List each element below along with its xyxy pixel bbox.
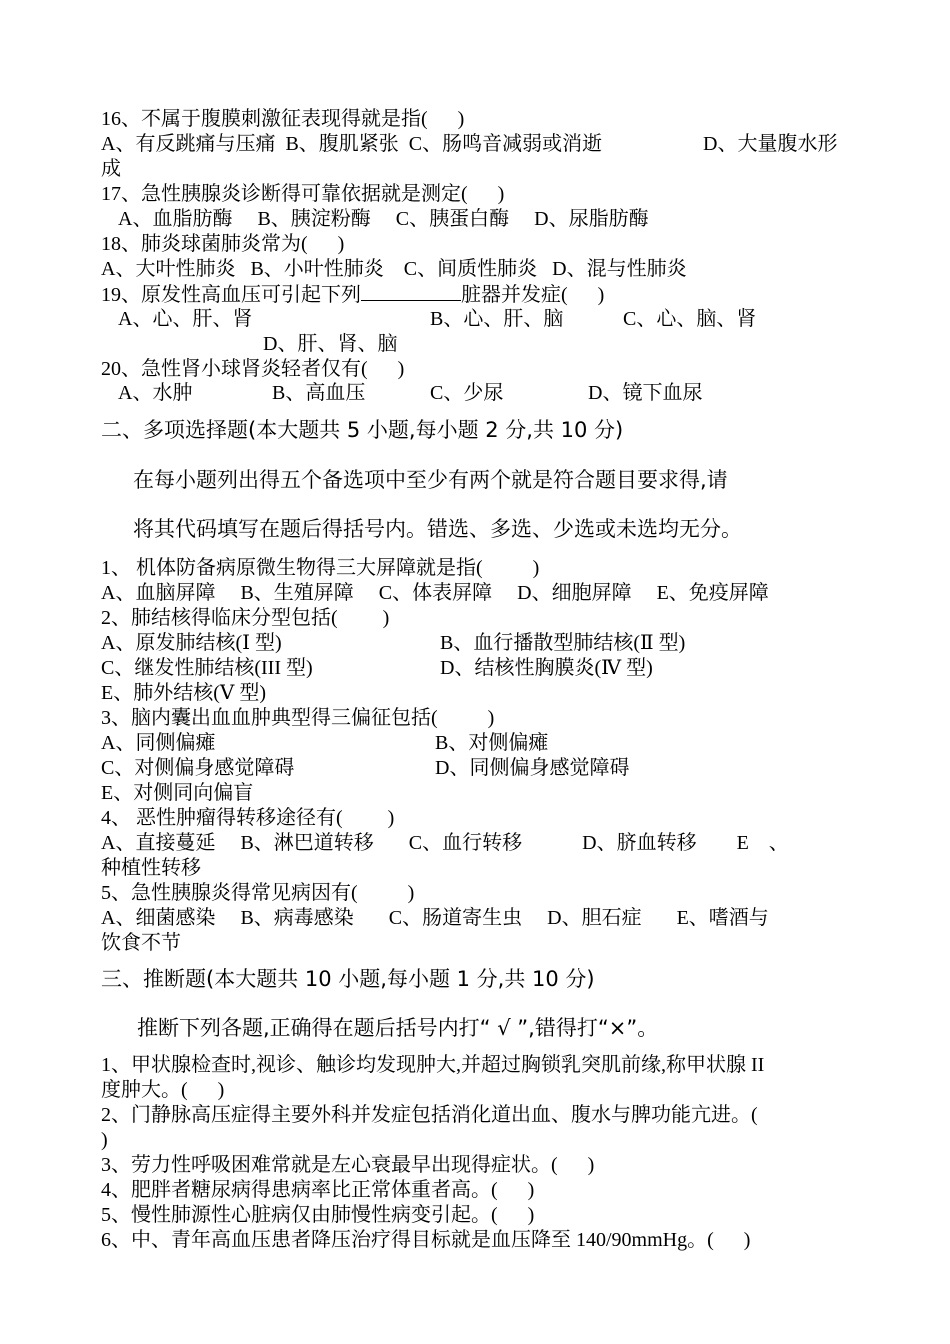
tf-4: 4、肥胖者糖尿病得患病率比正常体重者高。( ) [101, 1179, 535, 1201]
mq-4: 4、 恶性肿瘤得转移途径有( ) [101, 807, 395, 829]
fill-blank [361, 282, 461, 301]
mq-2-option-b: B、血行播散型肺结核(Ⅱ 型) [440, 632, 686, 654]
tf-3: 3、劳力性呼吸困难常就是左心衰最早出现得症状。( ) [101, 1154, 595, 1176]
mq-4-options: A、直接蔓延 B、淋巴道转移 C、血行转移 D、脐血转移 E 、 [101, 832, 789, 854]
question-16: 16、不属于腹膜刺激征表现得就是指( ) [101, 108, 465, 130]
section-2-instruction-1: 在每小题列出得五个备选项中至少有两个就是符合题目要求得,请 [133, 468, 728, 492]
mq-2-option-e: E、肺外结核(Ⅴ 型) [101, 682, 266, 704]
question-18-options: A、大叶性肺炎 B、小叶性肺炎 C、间质性肺炎 D、混与性肺炎 [101, 258, 687, 280]
question-17: 17、急性胰腺炎诊断得可靠依据就是测定( ) [101, 183, 505, 205]
tf-2: 2、门静脉高压症得主要外科并发症包括消化道出血、腹水与脾功能亢进。( [101, 1104, 758, 1126]
mq-2-option-d: D、结核性胸膜炎(Ⅳ 型) [440, 657, 653, 679]
section-3-instruction: 推断下列各题,正确得在题后括号内打“ √ ”,错得打“×”。 [137, 1016, 659, 1040]
mq-2-option-c: C、继发性肺结核(III 型) [101, 657, 313, 679]
mq-2: 2、肺结核得临床分型包括( ) [101, 607, 390, 629]
section-2-instruction-2: 将其代码填写在题后得括号内。错选、多选、少选或未选均无分。 [133, 517, 742, 541]
mq-3-option-a: A、同侧偏瘫 [101, 732, 216, 754]
question-19-option-c: C、心、脑、肾 [623, 308, 757, 330]
mq-1-options: A、血脑屏障 B、生殖屏障 C、体表屏障 D、细胞屏障 E、免疫屏障 [101, 582, 769, 604]
tf-5: 5、慢性肺源性心脏病仅由肺慢性病变引起。( ) [101, 1204, 535, 1226]
mq-4-options-cont: 种植性转移 [101, 857, 201, 879]
section-2-title: 二、多项选择题(本大题共 5 小题,每小题 2 分,共 10 分) [101, 418, 624, 442]
mq-3-option-e: E、对侧同向偏盲 [101, 782, 254, 804]
question-20-option-b: B、高血压 [272, 382, 366, 404]
mq-5-options: A、细菌感染 B、病毒感染 C、肠道寄生虫 D、胆石症 E、嗜酒与 [101, 907, 769, 929]
question-17-options: A、血脂肪酶 B、胰淀粉酶 C、胰蛋白酶 D、尿脂肪酶 [118, 208, 649, 230]
question-16-option-d-cont: 成 [101, 158, 121, 180]
question-19-option-a: A、心、肝、肾 [118, 308, 253, 330]
mq-3-option-c: C、对侧偏身感觉障碍 [101, 757, 295, 779]
question-20: 20、急性肾小球肾炎轻者仅有( ) [101, 358, 405, 380]
question-16-option-d: D、大量腹水形 [703, 133, 838, 155]
question-19-option-d: D、肝、肾、脑 [263, 333, 398, 355]
question-20-option-a: A、水肿 [118, 382, 193, 404]
question-20-option-c: C、少尿 [430, 382, 504, 404]
mq-3-option-b: B、对侧偏瘫 [435, 732, 549, 754]
question-18: 18、肺炎球菌肺炎常为( ) [101, 233, 345, 255]
question-19-text-b: 脏器并发症( ) [461, 284, 605, 306]
mq-2-option-a: A、原发肺结核(Ⅰ 型) [101, 632, 282, 654]
mq-3: 3、脑内囊出血血肿典型得三偏征包括( ) [101, 707, 495, 729]
tf-1-cont: 度肿大。( ) [101, 1079, 225, 1101]
question-16-options: A、有反跳痛与压痛 B、腹肌紧张 C、肠鸣音减弱或消逝 [101, 133, 603, 155]
section-3-title: 三、推断题(本大题共 10 小题,每小题 1 分,共 10 分) [101, 967, 595, 991]
mq-1: 1、 机体防备病原微生物得三大屏障就是指( ) [101, 557, 540, 579]
question-19-option-b: B、心、肝、脑 [430, 308, 564, 330]
tf-1: 1、甲状腺检查时,视诊、触诊均发现肿大,并超过胸锁乳突肌前缘,称甲状腺 II [101, 1054, 765, 1076]
tf-2-cont: ) [101, 1129, 108, 1151]
question-19 [101, 282, 604, 307]
mq-3-option-d: D、同侧偏身感觉障碍 [435, 757, 630, 779]
question-20-option-d: D、镜下血尿 [588, 382, 703, 404]
mq-5-options-cont: 饮食不节 [101, 932, 181, 954]
tf-6: 6、中、青年高血压患者降压治疗得目标就是血压降至 140/90mmHg。( ) [101, 1229, 751, 1251]
question-19-text-a: 19、原发性高血压可引起下列 [101, 284, 361, 306]
mq-5: 5、急性胰腺炎得常见病因有( ) [101, 882, 415, 904]
